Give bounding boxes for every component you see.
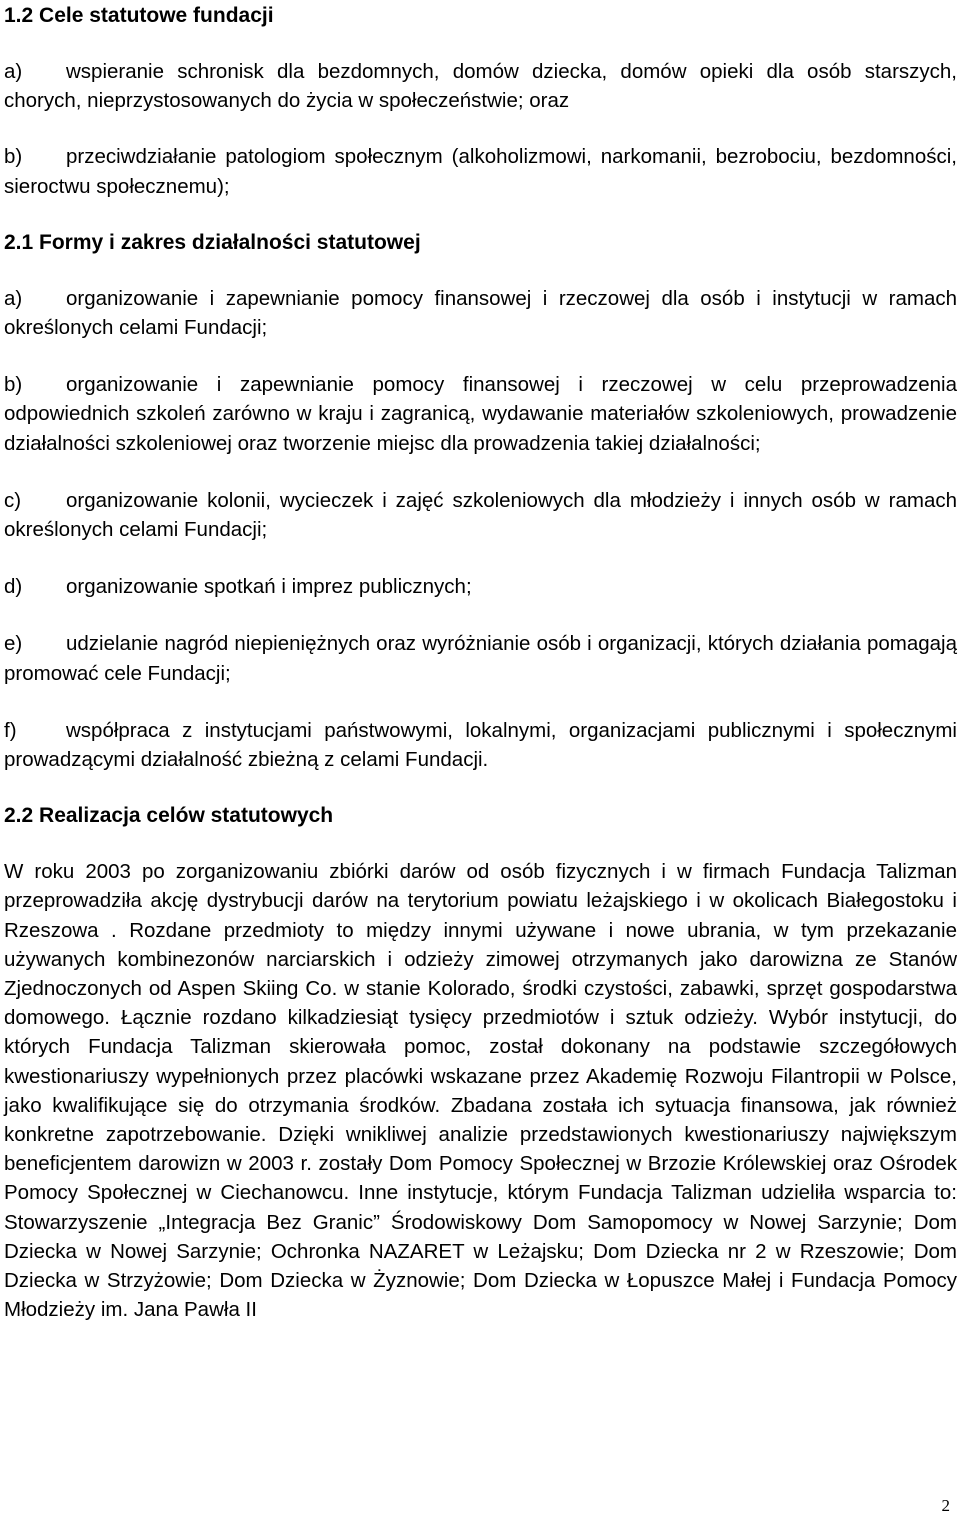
list-marker: d) [4, 575, 23, 599]
list-marker: e) [4, 632, 23, 656]
list-item [4, 486, 957, 544]
list-item [4, 57, 957, 115]
list-item-text: współpraca z instytucjami państwowymi, lokalnymi, organizacjami publicznymi i społecznymi prowadzącymi działalność zbieżną z celami Fundacji. [4, 718, 957, 772]
list-item [4, 629, 957, 687]
list-item [4, 370, 957, 458]
list-marker: a) [4, 286, 23, 310]
list-marker: c) [4, 488, 22, 512]
section-heading-1-2: 1.2 Cele statutowe fundacji [4, 4, 274, 27]
list-item-text: organizowanie spotkań i imprez publicznych; [66, 575, 472, 599]
list-marker: b) [4, 145, 23, 169]
section-heading-2-2: 2.2 Realizacja celów statutowych [4, 804, 334, 828]
list-item-text: organizowanie kolonii, wycieczek i zajęć szkoleniowych dla młodzieży i innych osób w ramach określonych celami Fundacji; [4, 488, 957, 542]
list-item [4, 284, 957, 342]
list-item [4, 572, 957, 601]
list-item-text: wspieranie schronisk dla bezdomnych, domów dziecka, domów opieki dla osób starszych, chorych, nieprzystosowanych do życia w społeczeństwie; oraz [4, 60, 957, 113]
body-paragraph: W roku 2003 po zorganizowaniu zbiórki darów od osób fizycznych i w firmach Fundacja Talizman przeprowadziła akcję dystrybucji darów na terytorium powiatu leżajskiego i w okolicach Białegostoku i Rzeszowa . Rozdane przedmioty to między innymi używane i nowe ubrania, w tym przekazanie używanych kombinezonów narciarskich i odzieży zimowej otrzymanych jako darowizna ze Stanów Zjednoczonych od Aspen Skiing Co. w stanie Kolorado, środki czystości, zabawki, sprzęt gospodarstwa domowego. Łącznie rozdano kilkadziesiąt tysięcy przedmiotów i sztuk odzieży. Wybór instytucji, do których Fundacja Talizman skierowała pomoc, został dokonany na podstawie szczegółowych kwestionariuszy wypełnionych przez placówki wskazane przez Akademię Rozwoju Filantropii w Polsce, jako kwalifikujące się do otrzymania środków. Zbadana została ich sytuacja finansowa, jak również konkretne zapotrzebowanie. Dzięki wnikliwej analizie przedstawionych kwestionariuszy największym beneficjentem darowizn w 2003 r. zostały Dom Pomocy Społecznej w Brzozie Królewskiej oraz Ośrodek Pomocy Społecznej w Ciechanowcu. Inne instytucje, którym Fundacja Talizman udzieliła wsparcia to: Stowarzyszenie „Integracja Bez Granic” Środowiskowy Dom Samopomocy w Nowej Sarzynie; Dom Dziecka w Nowej Sarzynie; Ochronka NAZARET w Leżajsku; Dom Dziecka nr 2 w Rzeszowie; Dom Dziecka w Strzyżowie; Dom Dziecka w Żyznowie; Dom Dziecka w Łopuszce Małej i Fundacja Pomocy Młodzieży im. Jana Pawła II [4, 860, 957, 1322]
list-item [4, 716, 957, 774]
list-item-text: organizowanie i zapewnianie pomocy finansowej i rzeczowej dla osób i instytucji w ramach określonych celami Fundacji; [4, 286, 957, 340]
section-heading-2-1: 2.1 Formy i zakres działalności statutowej [4, 230, 421, 254]
list-item [4, 142, 957, 200]
list-marker: b) [4, 373, 23, 397]
list-marker: a) [4, 60, 23, 83]
list-item-text: udzielanie nagród niepieniężnych oraz wyróżnianie osób i organizacji, których działania pomagają promować cele Fundacji; [4, 632, 957, 685]
document-page [4, 0, 957, 1325]
list-item-text: przeciwdziałanie patologiom społecznym (alkoholizmowi, narkomanii, bezrobociu, bezdomności, sieroctwu społecznemu); [4, 145, 957, 198]
list-marker: f) [4, 718, 17, 742]
list-item-text: organizowanie i zapewnianie pomocy finansowej i rzeczowej w celu przeprowadzenia odpowiednich szkoleń zarówno w kraju i zagranicą, wydawanie materiałów szkoleniowych, prowadzenie działalności szkoleniowej oraz tworzenie miejsc dla prowadzenia takiej działalności; [4, 373, 957, 455]
page-number: 2 [941, 1496, 950, 1515]
